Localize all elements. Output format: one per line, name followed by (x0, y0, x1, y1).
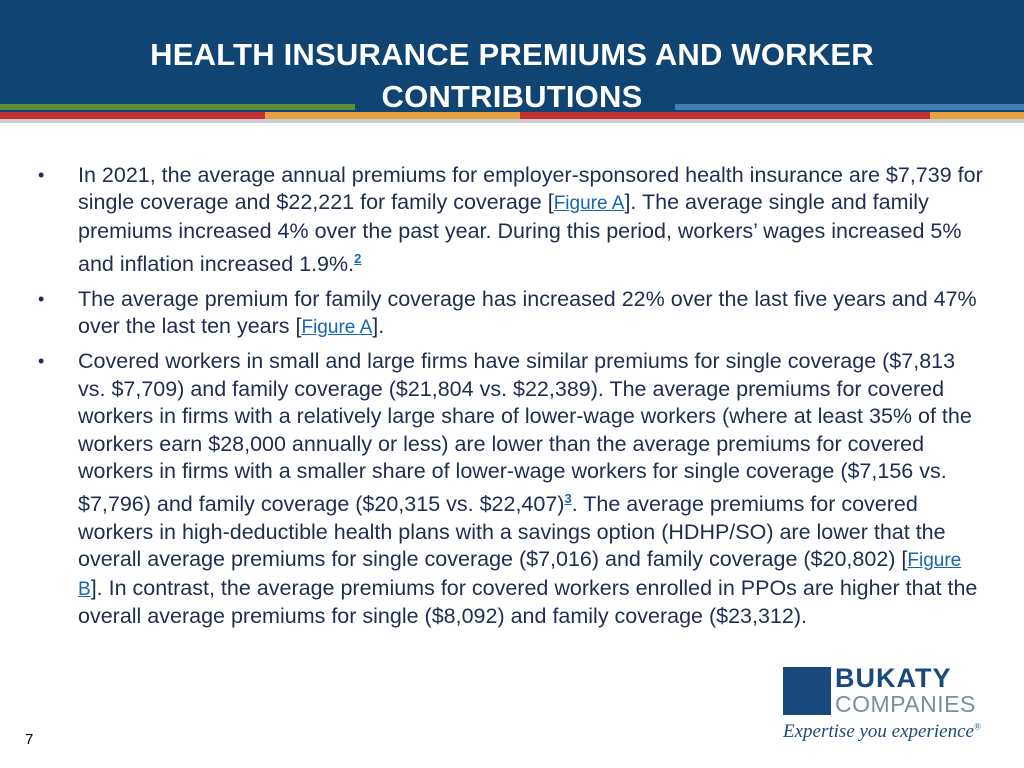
bullet-item-2 (34, 286, 984, 342)
slide-title (0, 34, 1024, 118)
bullet-list (34, 162, 984, 638)
page-number: 7 (25, 731, 34, 748)
footnote-ref-3[interactable]: 3 (564, 491, 572, 507)
footnote-ref-2[interactable]: 2 (354, 251, 362, 267)
bullet-dot: • (38, 351, 45, 372)
bullet-text: Covered workers in small and large firms have similar premiums for single coverage ($7,813 vs. $7,709) and family coverage ($21,804 vs. $22,389). The average premiums for covered workers in firms with a relatively large share of lower-wage workers (where at least 35% of the workers earn $28,000 annually or less) are lower than the average premiums for covered workers in firms with a smaller share of lower-wage workers for single coverage ($7,156 vs. $7,796) and family coverage ($20,315 vs. $22,407) (78, 349, 972, 517)
bullet-dot: • (38, 288, 45, 309)
bullet-text: ]. (372, 314, 385, 339)
bullet-text: ]. The average single and family premiums increased 4% over the past year. During this period, workers’ wages increased 5% and inflation increased 1.9%. (78, 190, 962, 277)
figure-a-link[interactable]: Figure A (301, 317, 373, 339)
bullet-text: ]. In contrast, the average premiums for covered workers enrolled in PPOs are higher that the overall average premiums for single ($8,092) and family coverage ($23,312). (78, 575, 978, 629)
bullet-dot: • (38, 165, 45, 185)
logo-tagline-text: Expertise you experience (783, 721, 974, 742)
figure-b-link[interactable]: Figure B (78, 550, 962, 600)
figure-a-link[interactable]: Figure A (553, 193, 625, 215)
bullet-text: In 2021, the average annual premiums for employer-sponsored health insurance are $7,739 for single coverage and $22,221 for family coverage [ (78, 163, 983, 215)
bullet-text: . The average premiums for covered workers in high-deductible health plans with a savings option (HDHP/SO) are lower that the overall average premiums for single coverage ($7,016) and family coverage ($20,802) [ (78, 492, 946, 572)
logo-tagline (783, 721, 981, 743)
bullet-item-1 (34, 162, 984, 279)
registered-mark: ® (973, 721, 981, 732)
company-logo (783, 663, 995, 747)
slide-title-line-1: HEALTH INSURANCE PREMIUMS AND WORKER (150, 37, 874, 72)
bullet-text: The average premium for family coverage has increased 22% over the last five years and 47% over the last ten years [ (78, 286, 977, 339)
logo-subtitle: COMPANIES (835, 691, 976, 717)
logo-square-icon (783, 667, 831, 715)
bullet-item-3 (34, 348, 984, 630)
logo-name: BUKATY (835, 663, 952, 693)
accent-stripe-gray (0, 119, 1024, 123)
slide-title-line-2: CONTRIBUTIONS (381, 79, 643, 114)
